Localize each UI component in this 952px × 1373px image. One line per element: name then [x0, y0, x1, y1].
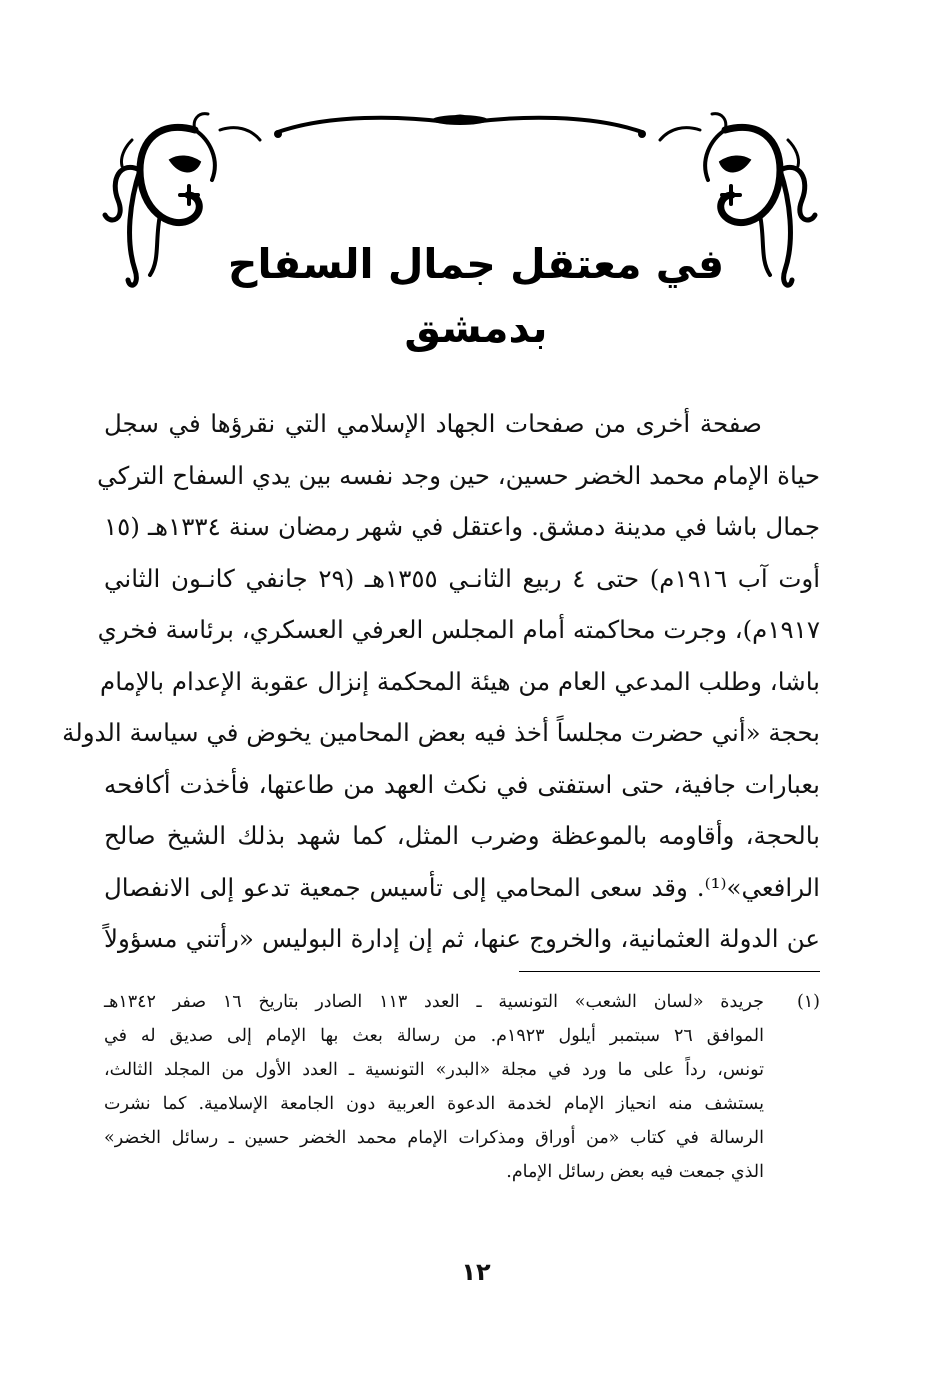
footnote-line: الموافق ٢٦ سبتمبر أيلول ١٩٢٣م. من رسالة بعث بها الإمام إلى صديق له في	[104, 1026, 764, 1046]
body-line: عن الدولة العثمانية، والخروج عنها، ثم إن إدارة البوليس «رأتني مسؤولاً	[104, 924, 820, 953]
footnote-line: الذي جمعت فيه بعض رسائل الإمام.	[506, 1162, 764, 1182]
footnote-line: يستشف منه انحياز الإمام لخدمة الدعوة العربية دون الجامعة الإسلامية. كما نشرت	[104, 1094, 764, 1114]
footnote-divider	[519, 971, 820, 972]
body-line: جمال باشا في مدينة دمشق. واعتقل في شهر رمضان سنة ١٣٣٤هـ (١٥	[104, 512, 820, 541]
body-line: باشا، وطلب المدعي العام من هيئة المحكمة إنزال عقوبة الإعدام بالإمام	[100, 666, 820, 696]
body-text	[62, 398, 821, 965]
chapter-title: في معتقل جمال السفاح بدمشق	[227, 240, 725, 352]
body-line: بالحجة، وأقاومه بالموعظة وضرب المثل، كما شهد بذلك الشيخ صالح	[104, 821, 820, 850]
body-line: أوت آب ١٩١٦م) حتى ٤ ربيع الثانـي ١٣٥٥هـ (٢٩ جانفي كانـون الثاني	[104, 563, 821, 593]
body-line: ١٩١٧م)، وجرت محاكمته أمام المجلس العرفي العسكري، برئاسة فخري	[97, 615, 820, 644]
footnote	[104, 985, 820, 1189]
footnote-line: جريدة «لسان الشعب» التونسية ـ العدد ١١٣ الصادر بتاريخ ١٦ صفر ١٣٤٢هـ	[104, 992, 764, 1012]
body-line: بحجة «أني حضرت مجلساً أخذ فيه بعض المحامين يخوض في سياسة الدولة	[62, 718, 820, 747]
body-line: بعبارات جافية، حتى استفتى في نكث العهد من طاعتها، فأخذت أكافحه	[104, 769, 820, 799]
footnote-line: الرسالة في كتاب «من أوراق ومذكرات الإمام محمد الخضر حسين ـ رسائل الخضر»	[104, 1128, 764, 1148]
body-line: صفحة أخرى من صفحات الجهاد الإسلامي التي نقرؤها في سجل	[104, 409, 762, 438]
page-number: ١٢	[461, 1258, 491, 1286]
footnote-line: تونس، رداً على ما ورد في مجلة «البدر» التونسية ـ العدد الأول من المجلد الثالث،	[104, 1060, 764, 1080]
body-line: حياة الإمام محمد الخضر حسين، حين وجد نفسه بين يدي السفاح التركي	[97, 460, 820, 490]
footnote-marker: (١)	[796, 992, 820, 1012]
body-line: الرافعي»⁽¹⁾. وقد سعى المحامي إلى تأسيس جمعية تدعو إلى الانفصال	[104, 872, 820, 902]
